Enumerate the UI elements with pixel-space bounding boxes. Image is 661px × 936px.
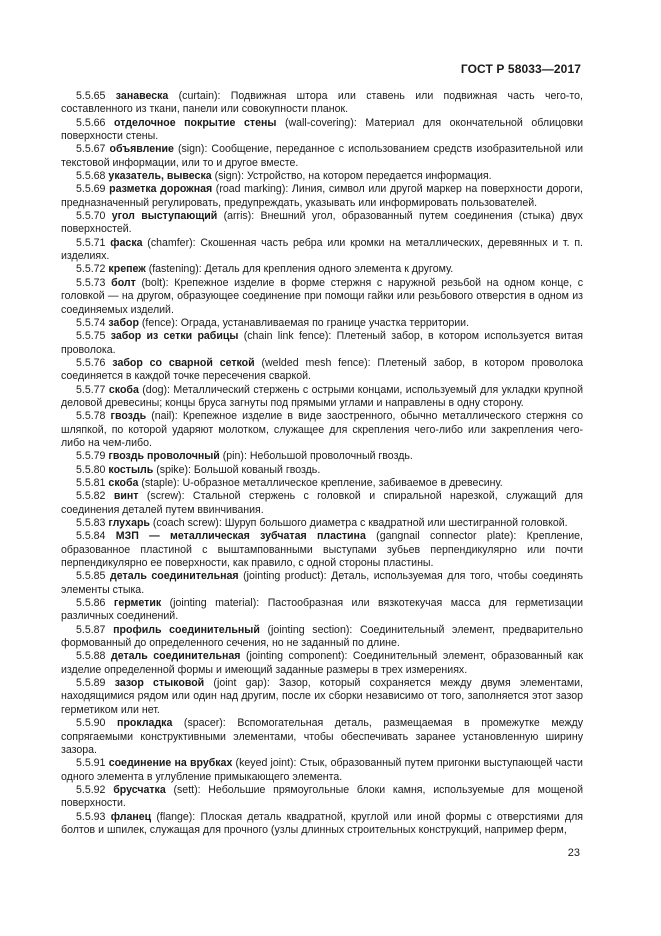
entry-definition: U-образное металлическое крепление, забиваемое в древесину. (182, 476, 503, 489)
glossary-entry (61, 530, 583, 570)
entry-definition: Металлический стержень с острыми концами, используемый для укладки крупной деловой древесины; концы бруса загнуты под прямыми углами и направлены в одну сторону. (61, 383, 583, 409)
entry-term: отделочное покрытие стены (114, 116, 277, 129)
entry-definition: Плоская деталь квадратной, круглой или иной формы с отверстиями для болтов и шпилек, служащая для прочного (узлы длинных строительных конструкций, например ферм, (61, 810, 584, 836)
entry-number: 5.5.84 (76, 530, 106, 543)
entry-definition: Деталь, используемая для того, чтобы соединять элементы стыка. (61, 570, 583, 596)
entry-term: гвоздь проволочный (108, 450, 220, 463)
entry-english-equivalent: (fastening): (145, 263, 205, 276)
glossary-entry (61, 330, 583, 357)
entry-term: забор из сетки рабицы (110, 330, 239, 343)
entry-term: профиль соединительный (113, 623, 260, 636)
entry-english-equivalent: (sign): (173, 143, 212, 156)
entry-english-equivalent: (road marking): (212, 183, 292, 196)
entry-number: 5.5.86 (76, 597, 106, 610)
glossary-entry (61, 143, 583, 170)
entry-term: забор со сварной сеткой (112, 356, 255, 369)
entry-english-equivalent: (arris): (217, 210, 261, 223)
entry-english-equivalent: (staple): (138, 476, 183, 489)
entry-definition: Крепежное изделие в виде заостренного, обычно металлического стержня со шляпкой, по которой ударяют молотком, служащее для скрепления чего-либо или закрепления чего-либо на чем-либо. (61, 410, 583, 449)
entry-english-equivalent: (jointing section): (259, 623, 360, 636)
entry-number: 5.5.67 (76, 143, 106, 156)
glossary-entry (61, 170, 583, 183)
entry-term: деталь соединительная (110, 570, 239, 583)
entry-english-equivalent: (pin): (219, 450, 250, 463)
glossary-entry (61, 357, 583, 384)
entry-number: 5.5.74 (76, 316, 106, 329)
entry-english-equivalent: (sett): (165, 783, 209, 796)
entry-english-equivalent: (flange): (151, 810, 201, 823)
entry-number: 5.5.78 (76, 410, 106, 423)
entry-term: угол выступающий (111, 210, 218, 223)
entry-definition: Плетеный забор, в котором используется витая проволока. (61, 330, 583, 356)
entry-definition: Соединительный элемент, образованный как изделие определенной формы и имеющий заданные размеры в трех измерениях. (61, 650, 583, 676)
entry-english-equivalent: (keyed joint): (232, 757, 300, 770)
entry-definition: Подвижная штора или ставень или подвижная часть чего-то, составленного из ткани, панели или совокупности планок. (61, 90, 583, 116)
page-header-standard-id: ГОСТ Р 58033—2017 (460, 62, 581, 76)
entry-number: 5.5.82 (76, 490, 106, 503)
entry-english-equivalent: (coach screw): (149, 517, 225, 529)
entry-number: 5.5.66 (76, 116, 106, 129)
entry-definition: Небольшие прямоугольные блоки камня, используемые для мощеной поверхности. (61, 783, 583, 810)
entry-number: 5.5.69 (76, 183, 106, 196)
glossary-entry (61, 263, 583, 276)
entry-definition: Соединительный элемент, предварительно формованный до определенного сечения, но не заданный по длине. (61, 623, 583, 650)
entry-definition: Ограда, устанавливаемая по границе участка территории. (180, 316, 470, 329)
glossary-entry (61, 237, 583, 264)
entry-term: винт (113, 490, 139, 503)
entry-definition: Устройство, на котором передается информация. (246, 170, 492, 183)
entry-definition: Стык, образованный путем пригонки выступающей части одного элемента в углубление примыкающего элемента. (61, 757, 583, 783)
entry-term: объявление (109, 143, 174, 156)
glossary-entry (61, 183, 583, 210)
entry-number: 5.5.65 (76, 90, 106, 102)
entry-definition: Внешний угол, образованный путем соединения (стыка) двух поверхностей. (61, 210, 583, 236)
entry-term: фланец (110, 810, 152, 823)
entry-term: гвоздь (110, 410, 147, 423)
entry-number: 5.5.68 (76, 170, 106, 183)
entry-term: указатель, вывеска (108, 170, 212, 183)
entry-english-equivalent: (nail): (146, 410, 183, 423)
entry-term: глухарь (108, 517, 150, 529)
entry-definition: Материал для окончательной облицовки поверхности стены. (61, 116, 584, 143)
entry-definition: Крепление, образованное пластиной с выштампованными выступами зубьев перпендикулярно или почти перпендикулярно ее поверхности, как правило, с одной стороны пластины. (61, 530, 583, 570)
entry-number: 5.5.79 (76, 450, 106, 463)
entry-number: 5.5.93 (76, 810, 106, 823)
entry-english-equivalent: (joint gap): (204, 677, 280, 690)
entry-english-equivalent: (spike): (153, 463, 194, 476)
entry-number: 5.5.71 (76, 236, 106, 249)
entry-number: 5.5.92 (76, 783, 106, 796)
entry-english-equivalent: (wall-covering): (276, 116, 366, 129)
entry-number: 5.5.87 (76, 623, 106, 636)
entry-definition: Стальной стержень с головкой и спиральной нарезкой, служащий для соединения деталей путем ввинчивания. (61, 490, 583, 516)
entry-term: брусчатка (113, 783, 166, 796)
entry-number: 5.5.80 (76, 463, 106, 476)
entry-term: разметка дорожная (109, 183, 213, 196)
entry-number: 5.5.89 (76, 677, 106, 690)
glossary-entries (61, 90, 583, 837)
glossary-entry (61, 464, 583, 477)
glossary-entry (61, 811, 583, 838)
entry-definition: Вспомогательная деталь, размещаемая в промежутке между сопрягаемыми конструктивными элементами, чтобы обеспечивать заранее установленную ширину зазора. (61, 717, 584, 756)
entry-definition: Скошенная часть ребра или кромки на металлических, деревянных и т. п. изделиях. (61, 236, 584, 263)
entry-number: 5.5.70 (76, 210, 106, 223)
entry-term: деталь соединительная (110, 650, 241, 663)
entry-number: 5.5.75 (76, 330, 106, 343)
entry-definition: Плетеный забор, в котором проволока соединяется в каждой точке пересечения сваркой. (61, 356, 583, 383)
entry-english-equivalent: (curtain): (168, 90, 231, 102)
entry-number: 5.5.85 (76, 570, 106, 583)
entry-english-equivalent: (chain link fence): (238, 330, 337, 343)
glossary-entry (61, 277, 583, 317)
entry-number: 5.5.88 (76, 650, 106, 663)
entry-term: зазор стыковой (114, 677, 205, 690)
entry-english-equivalent: (gangnail connector plate): (365, 530, 527, 543)
entry-term: костыль (108, 463, 154, 476)
glossary-entry (61, 490, 583, 517)
glossary-entry (61, 757, 583, 784)
entry-term: прокладка (117, 717, 173, 730)
glossary-entry (61, 624, 583, 651)
glossary-entry (61, 117, 583, 144)
entry-english-equivalent: (jointing component): (240, 650, 353, 663)
entry-definition: Большой кованый гвоздь. (193, 463, 321, 476)
glossary-entry (61, 450, 583, 463)
entry-term: скоба (108, 383, 139, 396)
entry-number: 5.5.83 (76, 517, 106, 529)
entry-term: МЗП — металлическая зубчатая пластина (115, 530, 366, 543)
glossary-entry (61, 210, 583, 237)
glossary-entry (61, 517, 583, 530)
glossary-entry (61, 90, 583, 117)
entry-term: болт (111, 276, 136, 289)
entry-term: герметик (113, 597, 162, 610)
glossary-entry (61, 384, 583, 411)
entry-english-equivalent: (jointing material): (161, 597, 268, 610)
entry-term: забор (108, 316, 139, 329)
entry-definition: Сообщение, переданное с использованием средств изобразительной или текстовой информации, или то и другое вместе. (61, 143, 583, 169)
entry-english-equivalent: (chamfer): (142, 236, 201, 249)
entry-number: 5.5.91 (76, 757, 106, 770)
page-number: 23 (567, 847, 580, 859)
glossary-entry (61, 570, 583, 597)
entry-definition: Пастообразная или вязкотекучая масса для герметизации различных соединений. (61, 597, 583, 623)
entry-number: 5.5.73 (76, 276, 106, 289)
glossary-entry (61, 410, 583, 450)
entry-english-equivalent: (spacer): (172, 717, 238, 730)
glossary-entry (61, 784, 583, 811)
glossary-entry (61, 597, 583, 624)
glossary-entry (61, 317, 583, 330)
entry-english-equivalent: (jointing product): (238, 570, 332, 583)
entry-english-equivalent: (screw): (138, 490, 193, 503)
entry-english-equivalent: (welded mesh fence): (254, 356, 378, 369)
entry-term: занавеска (115, 90, 169, 102)
entry-number: 5.5.90 (76, 717, 106, 730)
entry-definition: Небольшой проволочный гвоздь. (249, 450, 413, 463)
entry-number: 5.5.76 (76, 356, 106, 369)
entry-term: крепеж (108, 263, 146, 276)
entry-definition: Линия, символ или другой маркер на поверхности дороги, предназначенный регулировать, предупреждать, указывать или информировать пользователей. (61, 183, 583, 209)
entry-english-equivalent: (fence): (138, 316, 181, 329)
entry-english-equivalent: (sign): (211, 170, 247, 183)
glossary-entry (61, 717, 583, 757)
glossary-entry (61, 677, 583, 717)
entry-definition: Шуруп большого диаметра с квадратной или шестигранной головкой. (224, 517, 568, 529)
glossary-entry (61, 477, 583, 490)
entry-definition: Деталь для крепления одного элемента к другому. (204, 263, 454, 276)
glossary-entry (61, 650, 583, 677)
entry-definition: Крепежное изделие в форме стержня с наружной резьбой на одном конце, с головкой — на другом, образующее соединение при помощи гайки или резьбового отверстия в одном из соединяемых изделий. (61, 276, 583, 316)
entry-english-equivalent: (dog): (138, 383, 174, 396)
entry-definition: Зазор, который сохраняется между двумя элементами, находящимися рядом или один над другим, после их сборки независимо от того, заполняется этот зазор герметиком или нет. (61, 677, 583, 716)
entry-number: 5.5.77 (76, 383, 106, 396)
entry-english-equivalent: (bolt): (135, 276, 175, 289)
entry-number: 5.5.81 (76, 476, 106, 489)
entry-term: скоба (108, 476, 139, 489)
entry-term: фаска (110, 236, 143, 249)
entry-number: 5.5.72 (76, 263, 106, 276)
entry-term: соединение на врубках (108, 757, 233, 770)
